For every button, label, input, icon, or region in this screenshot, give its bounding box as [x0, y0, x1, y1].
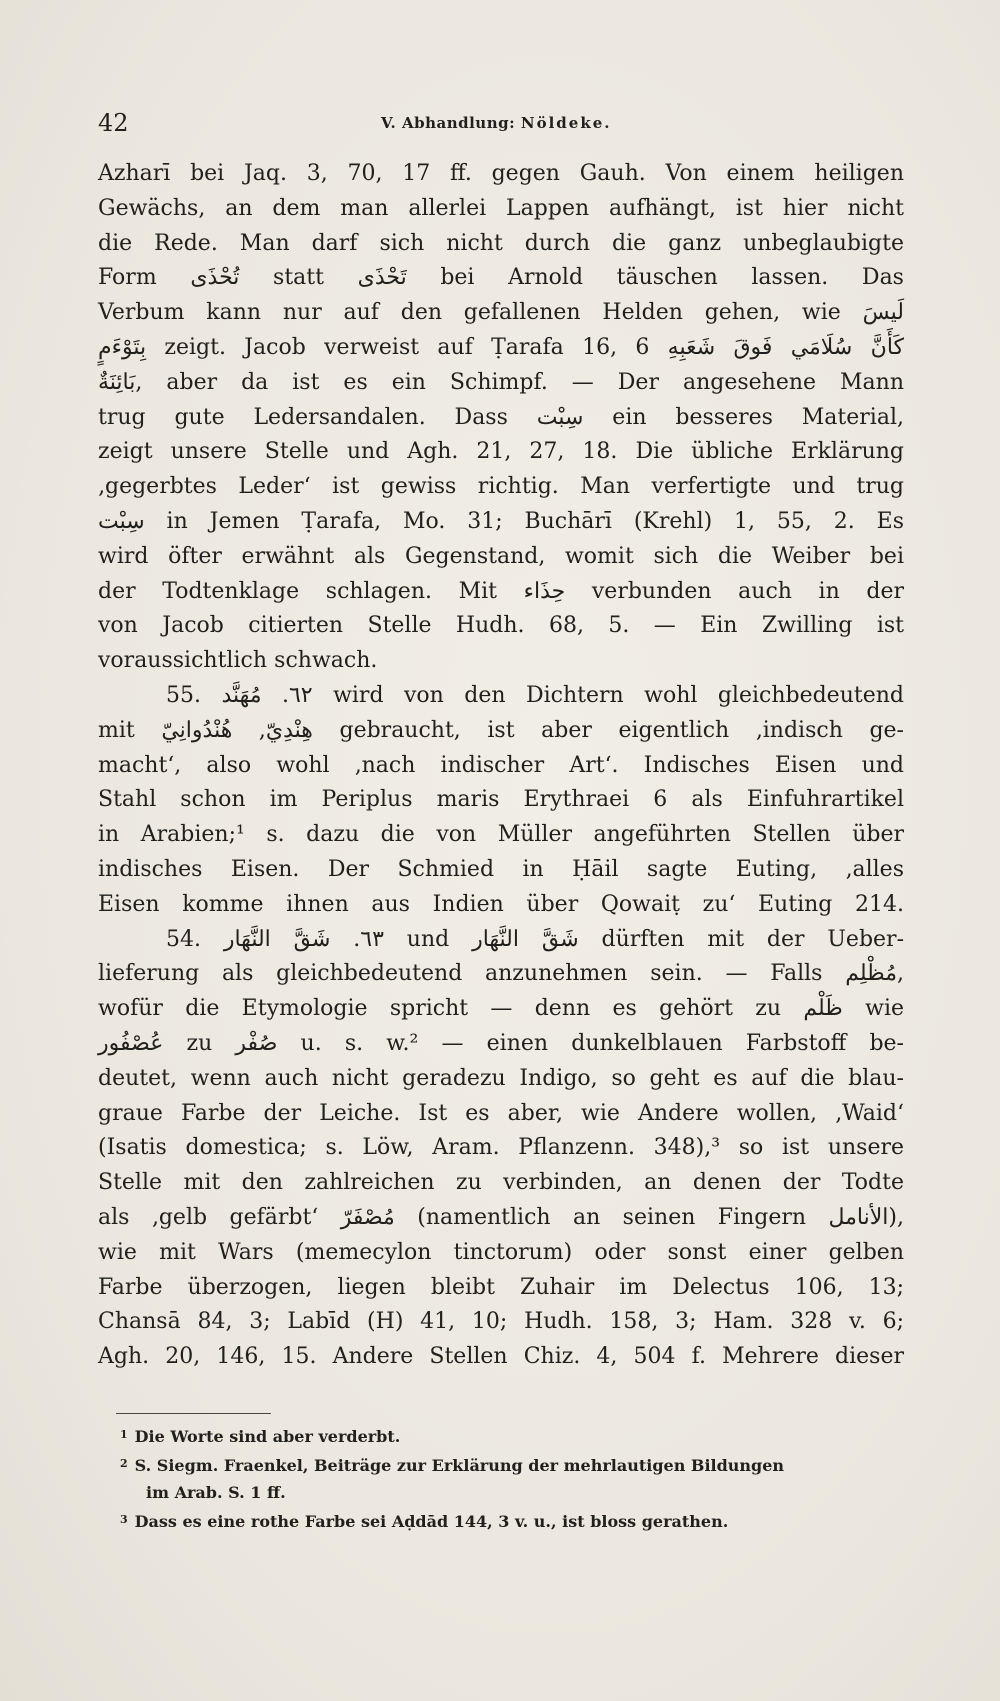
footnote-marker: 3 [120, 1513, 128, 1526]
text-line: lieferung als gleichbedeutend anzunehmen sein. — Falls مُظْلِم, [98, 961, 904, 987]
body-text [98, 157, 904, 1375]
text-line: Form تُحْذَى statt تَحْذَى bei Arnold täuschen lassen. Das [98, 265, 904, 291]
footnote-divider [116, 1413, 271, 1414]
text-line: indisches Eisen. Der Schmied in Ḥāil sagte Euting, ‚alles [98, 856, 904, 882]
text-line: Stahl schon im Periplus maris Erythraei 6 als Einfuhrartikel [98, 787, 904, 813]
text-line: macht‘, also wohl ‚nach indischer Art‘. Indisches Eisen und [98, 752, 904, 778]
text-line: wird öfter erwähnt als Gegenstand, womit sich die Weiber bei [98, 543, 904, 569]
text-line: عُصْفُور zu صُفْر u. s. w.² — einen dunkelblauen Farbstoff be- [98, 1030, 904, 1056]
text-line: graue Farbe der Leiche. Ist es aber, wie Andere wollen, ‚Waid‘ [98, 1100, 904, 1126]
footnote-2 [120, 1450, 904, 1479]
text-line: voraussichtlich schwach. [98, 648, 378, 674]
footnote-2-continuation: im Arab. S. 1 ff. [146, 1483, 286, 1502]
text-line: wie mit Wars (memecylon tinctorum) oder sonst einer gelben [98, 1239, 904, 1265]
text-line: in Arabien;¹ s. dazu die von Müller angeführten Stellen über [98, 822, 904, 848]
text-line: deutet, wenn auch nicht geradezu Indigo, so geht es auf die blau- [98, 1065, 904, 1091]
footnote-marker: 1 [120, 1428, 128, 1441]
text-line: ‚gegerbtes Leder‘ ist gewiss richtig. Man verfertigte und trug [98, 474, 904, 500]
text-line: von Jacob citierten Stelle Hudh. 68, 5. — Ein Zwilling ist [98, 613, 904, 639]
text-line: Gewächs, an dem man allerlei Lappen aufhängt, ist hier nicht [98, 195, 904, 221]
running-head-author: Nöldeke. [520, 114, 612, 132]
text-line: بَائِنَةٌ, aber da ist es ein Schimpf. — Der angesehene Mann [98, 369, 904, 395]
text-line: als ‚gelb gefärbt‘ مُصْفَرّ (namentlich an seinen Fingern الأنامل), [98, 1204, 904, 1230]
text-line: Verbum kann nur auf den gefallenen Helden gehen, wie لَيسَ [98, 300, 904, 326]
page-header [98, 108, 904, 138]
text-line: trug gute Ledersandalen. Dass سِبْت ein besseres Material, [98, 404, 904, 430]
text-line: mit هِنْدِيّ, هُنْدُوانِيّ gebraucht, ist aber eigentlich ‚indisch ge- [98, 717, 904, 743]
running-head-prefix: V. Abhandlung: [381, 114, 516, 132]
text-line: بِتَوْءَمٍ zeigt. Jacob verweist auf Ṭarafa 16, 6 كَأَنَّ سُلَامَي فَوقَ شَعَبِهِ [98, 334, 904, 360]
text-line: Chansā 84, 3; Labīd (H) 41, 10; Hudh. 158, 3; Ham. 328 v. 6; [98, 1309, 904, 1335]
text-line: 54. ٦٣. شَقَّ النَّهَار und شَقَّ النَّهَار dürften mit der Ueber- [166, 926, 905, 952]
text-line: Eisen komme ihnen aus Indien über Qowaiṭ zu‘ Euting 214. [98, 891, 904, 917]
footnote-text: S. Siegm. Fraenkel, Beiträge zur Erklärung der mehrlautigen Bildungen [134, 1456, 785, 1475]
text-line: 55. ٦٢. مُهَنَّد wird von den Dichtern wohl gleichbedeutend [166, 682, 904, 708]
text-line: wofür die Etymologie spricht — denn es gehört zu ظَلْم wie [98, 996, 904, 1022]
text-line: Azharī bei Jaq. 3, 70, 17 ff. gegen Gauh. Von einem heiligen [98, 161, 904, 186]
footnote-1 [120, 1421, 904, 1450]
text-line: سِبْت in Jemen Ṭarafa, Mo. 31; Buchārī (Krehl) 1, 55, 2. Es [98, 508, 904, 534]
text-line: Stelle mit den zahlreichen zu verbinden, an denen der Todte [98, 1170, 904, 1196]
text-line: (Isatis domestica; s. Löw, Aram. Pflanzenn. 348),³ so ist unsere [98, 1135, 904, 1161]
running-head [381, 111, 612, 135]
footnote-3 [120, 1506, 904, 1535]
text-line: Farbe überzogen, liegen bleibt Zuhair im Delectus 106, 13; [98, 1274, 904, 1300]
text-line: der Todtenklage schlagen. Mit حِذَاء verbunden auch in der [98, 578, 905, 604]
text-line: zeigt unsere Stelle und Agh. 21, 27, 18. Die übliche Erklärung [98, 439, 904, 465]
page-number: 42 [98, 109, 129, 137]
footnotes [120, 1421, 904, 1535]
text-line: die Rede. Man darf sich nicht durch die ganz unbeglaubigte [98, 230, 904, 256]
text-line: Agh. 20, 146, 15. Andere Stellen Chiz. 4, 504 f. Mehrere dieser [98, 1344, 904, 1370]
footnote-text: Dass es eine rothe Farbe sei Aḍdād 144, 3 v. u., ist bloss gerathen. [134, 1512, 729, 1531]
footnote-marker: 2 [120, 1457, 128, 1470]
footnote-text: Die Worte sind aber verderbt. [134, 1427, 401, 1446]
